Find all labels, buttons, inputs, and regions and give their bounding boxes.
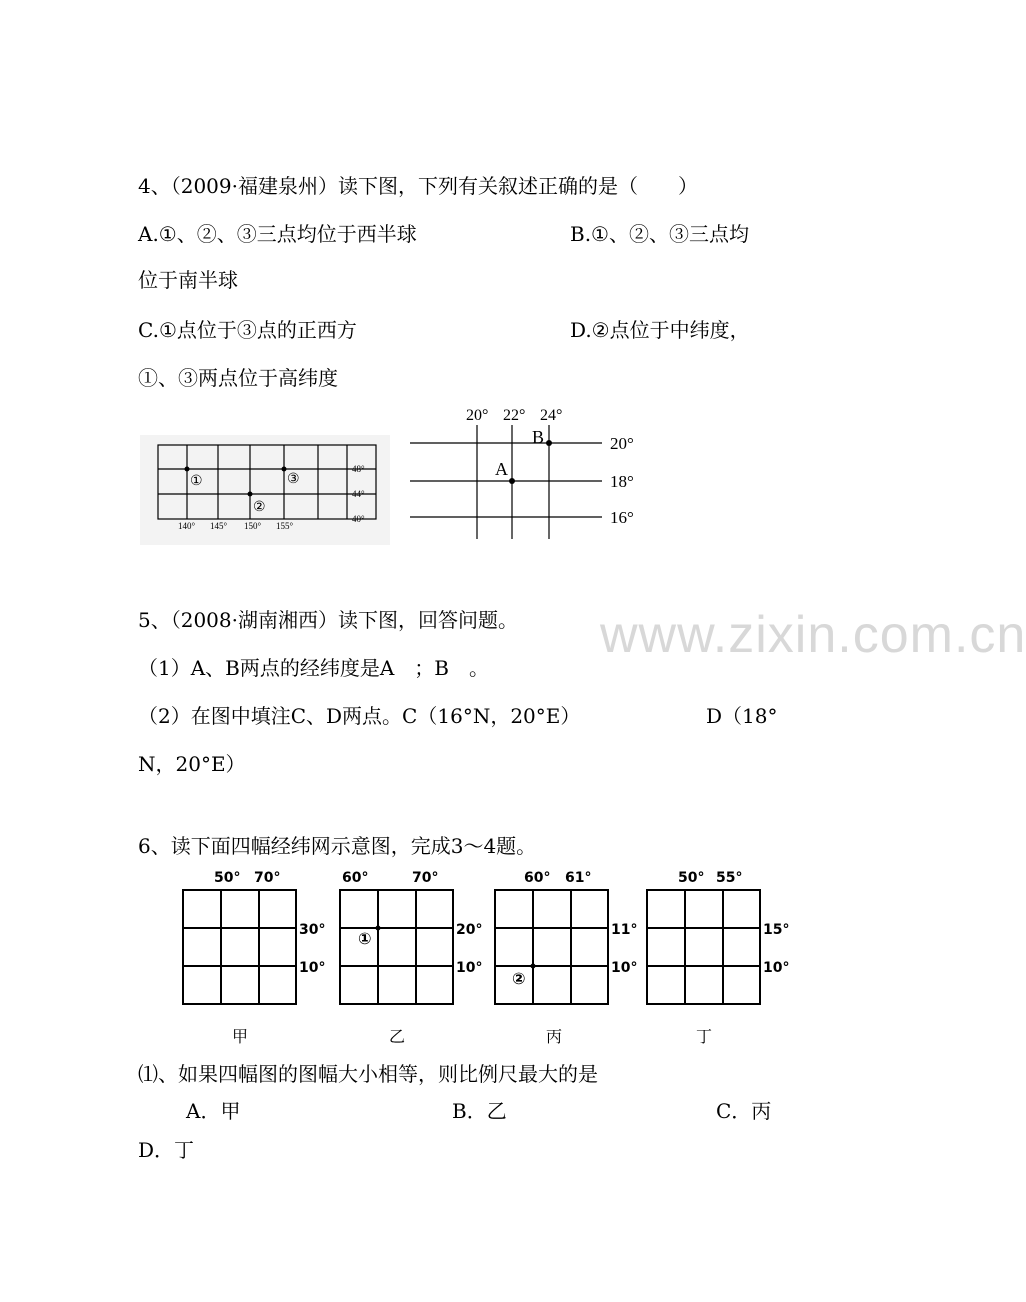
lat-label: 40°	[352, 514, 365, 524]
grid-ding	[647, 870, 789, 1046]
q6-option-c: C．丙	[716, 1099, 772, 1123]
q5-sub2: （2）在图中填注C、D两点。C（16°N，20°E）	[138, 704, 581, 728]
grid-bing	[495, 870, 637, 1046]
q5-sub2-cont: N，20°E）	[138, 752, 246, 776]
point-b-marker	[546, 440, 552, 446]
grid-yi	[340, 870, 482, 1046]
lon-label: 150°	[244, 521, 262, 531]
q5-sub1: （1）A、B两点的经纬度是A ；B 。	[138, 656, 490, 680]
lat-label: 18°	[610, 472, 634, 491]
lon-label: 61°	[565, 870, 592, 886]
lat-label: 10°	[763, 960, 790, 976]
q4-option-b: B.①、②、③三点均	[570, 222, 749, 246]
point-marker	[185, 467, 190, 472]
q4-right-grid-figure	[400, 398, 640, 546]
grid-caption: 乙	[389, 1029, 406, 1046]
grid-caption: 甲	[232, 1029, 249, 1046]
lon-label: 20°	[466, 407, 489, 424]
lat-label: 20°	[610, 434, 634, 453]
point-b-label: B	[532, 427, 545, 447]
lat-label: 15°	[763, 922, 790, 938]
lat-label: 10°	[456, 960, 483, 976]
lon-label: 50°	[214, 870, 241, 886]
grid-jia	[183, 870, 325, 1046]
point-label-1: ①	[190, 474, 203, 489]
point-label-2: ②	[512, 969, 526, 988]
point-label-1: ①	[358, 929, 372, 948]
q5-sub2-d: D（18°	[706, 704, 778, 728]
grid-caption: 丁	[696, 1029, 713, 1046]
lat-label: 16°	[610, 508, 634, 527]
q4-option-a: A.①、②、③三点均位于西半球	[138, 222, 417, 246]
lon-label: 60°	[524, 870, 551, 886]
grid-caption: 丙	[546, 1029, 563, 1046]
lon-label: 70°	[412, 870, 439, 886]
q5-stem: 5、（2008·湖南湘西）读下图，回答问题。	[138, 608, 518, 632]
lon-label: 140°	[178, 521, 196, 531]
q4-option-c: C.①点位于③点的正西方	[138, 318, 357, 342]
point-label-2: ②	[253, 500, 266, 515]
watermark: www.zixin.com.cn	[600, 606, 1026, 664]
point-marker	[248, 492, 253, 497]
point-a-label: A	[495, 459, 508, 479]
q4-option-d: D.②点位于中纬度，	[570, 318, 750, 342]
point-label-3: ③	[287, 472, 300, 487]
lat-label: 20°	[456, 922, 483, 938]
q6-option-d: D．丁	[138, 1138, 195, 1162]
lon-label: 155°	[276, 521, 294, 531]
point-marker	[376, 926, 381, 931]
lat-label: 10°	[611, 960, 638, 976]
lon-label: 24°	[540, 407, 563, 424]
lat-label: 48°	[352, 464, 365, 474]
q6-sub1: ⑴、如果四幅图的图幅大小相等，则比例尺最大的是	[138, 1062, 598, 1086]
lon-label: 22°	[503, 407, 526, 424]
point-marker	[531, 964, 536, 969]
q6-stem: 6、读下面四幅经纬网示意图，完成3～4题。	[138, 834, 537, 858]
q4-left-grid-figure	[140, 435, 390, 545]
lat-label: 44°	[352, 489, 365, 499]
q6-option-a: A．甲	[186, 1099, 241, 1123]
q4-option-d-cont: ①、③两点位于高纬度	[138, 366, 338, 390]
lon-label: 50°	[678, 870, 705, 886]
q4-stem: 4、（2009·福建泉州）读下图，下列有关叙述正确的是（ ）	[138, 174, 698, 198]
lat-label: 30°	[299, 922, 326, 938]
q6-four-grids-figure	[176, 864, 816, 1050]
lon-label: 145°	[210, 521, 228, 531]
point-a-marker	[509, 478, 515, 484]
lon-label: 55°	[716, 870, 743, 886]
lat-label: 11°	[611, 922, 638, 938]
lon-label: 60°	[342, 870, 369, 886]
q6-option-b: B．乙	[452, 1099, 507, 1123]
point-marker	[282, 467, 287, 472]
q4-option-b-cont: 位于南半球	[138, 268, 238, 292]
lat-label: 10°	[299, 960, 326, 976]
lon-label: 70°	[254, 870, 281, 886]
